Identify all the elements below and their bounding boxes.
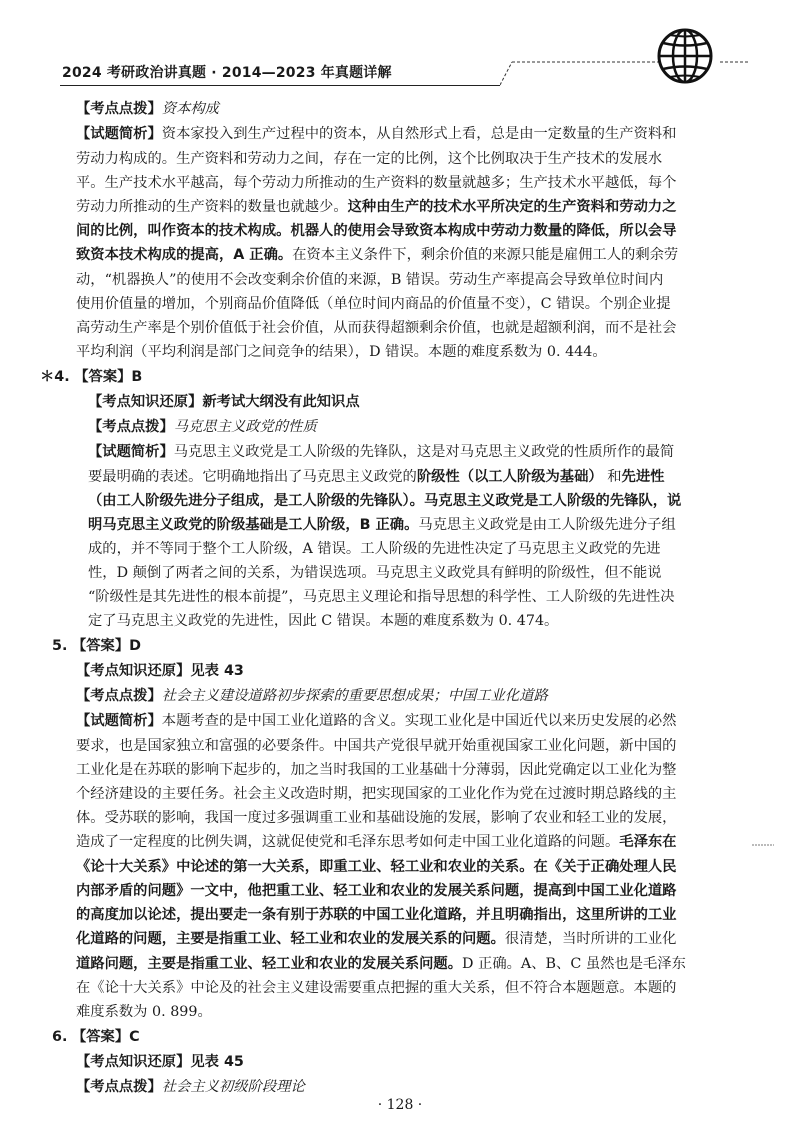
q4-zhishi-text: 新考试大纲没有此知识点 [202, 394, 360, 410]
q4-bold-segment: 明马克思主义政党的阶级基础是工人阶级，B 正确。 [88, 517, 419, 533]
q4-text-line: 马克思主义政党是工人阶级的先锋队，这是对马克思主义政党的性质所作的最简 [173, 444, 675, 460]
q4-jianxi-line [88, 442, 674, 462]
q3-kaodian-text: 资本构成 [161, 101, 219, 117]
q5-bold-segment: 道路问题，主要是指重工业、轻工业和农业的发展关系问题。 [76, 956, 463, 972]
q4-text-line [88, 515, 676, 535]
q5-bold-segment: 化道路的问题，主要是指重工业、轻工业和农业的发展关系的问题。 [76, 931, 505, 947]
q3-text-line [76, 221, 676, 241]
jianxi-tag: 【试题简析】 [88, 444, 174, 460]
q5-text-segment: D 正确。A、B、C 虽然也是毛泽东 [462, 956, 686, 972]
q6-answer: C [129, 1029, 140, 1045]
q4-text-line: 定了马克思主义政党的先进性，因此 C 错误。本题的难度系数为 0. 474。 [88, 613, 559, 629]
q6-kaodian-text: 社会主义初级阶段理论 [161, 1079, 305, 1095]
q6-kaodian-line [76, 1077, 305, 1097]
q3-bold-segment: 致资本技术构成的提高，A 正确。 [76, 247, 293, 263]
q3-bold-segment: 间的比例，叫作资本的技术构成。 [76, 223, 291, 239]
q4-bold-segment: 先进性 [621, 469, 665, 485]
q4-text-line: 成的，并不等同于整个工人阶级，A 错误。工人阶级的先进性决定了马克思主义政党的先进 [88, 541, 661, 557]
q5-bold-segment: 毛泽东在 [619, 834, 677, 850]
q3-bold-segment: 这种由生产的技术水平所决定的生产资料和劳动力之 [347, 199, 677, 215]
q5-text-line: 个经济建设的主要任务。社会主义改造时期，把实现国家的工业化作为党在过渡时期总路线的主 [76, 786, 677, 802]
globe-icon [655, 26, 715, 86]
q6-answer-line [52, 1027, 140, 1047]
kaodian-tag: 【考点点拨】 [76, 688, 162, 704]
jianxi-tag: 【试题简析】 [76, 713, 162, 729]
q4-kaodian-text: 马克思主义政党的性质 [173, 419, 317, 435]
q4-text-line [88, 491, 681, 511]
q4-text-line [88, 467, 664, 487]
q3-text-line: 使用价值量的增加，个别商品价值降低（单位时间内商品的价值量不变），C 错误。个别企业提 [76, 296, 671, 312]
page-number: · 128 · [377, 1097, 423, 1113]
q5-answer-line [52, 636, 141, 656]
q3-text-segment: 劳动力所推动的生产资料的数量也就越少。 [76, 199, 348, 215]
q5-number: 5. [52, 638, 68, 654]
q3-text-line: 动，“机器换人”的使用不会改变剩余价值的来源，B 错误。劳动生产率提高会导致单位时间内 [76, 272, 664, 288]
q5-text-line: 体。受苏联的影响，我国一度过多强调重工业和基础设施的发展，影响了农业和轻工业的发展， [76, 810, 677, 826]
q4-number: ＊4. [40, 369, 70, 385]
q4-bold-segment: 阶级性（以工人阶级为基础） [416, 469, 603, 485]
q6-number: 6. [52, 1029, 68, 1045]
q4-kaodian-line [88, 417, 317, 437]
q4-zhishi-line [88, 392, 360, 412]
q5-text-line [76, 857, 676, 877]
q3-jianxi-line [76, 124, 676, 144]
header-rule [60, 85, 500, 86]
q5-answer: D [129, 638, 141, 654]
q4-answer-line [40, 367, 142, 387]
q3-text-segment: 在资本主义条件下，剩余价值的来源只能是雇佣工人的剩余劳 [292, 247, 679, 263]
q5-text-segment: 造成了一定程度的比例失调，这就促使党和毛泽东思考如何走中国工业化道路的问题。 [76, 834, 620, 850]
q3-text-line: 平。生产技术水平越高，每个劳动力所推动的生产资料的数量就越多；生产技术水平越低，每个 [76, 175, 677, 191]
q4-answer: B [131, 369, 143, 385]
daan-tag: 【答案】 [71, 1029, 130, 1045]
q5-text-segment: 很清楚，当时所讲的工业化 [504, 931, 677, 947]
daan-tag: 【答案】 [74, 369, 132, 385]
q4-bold-segment: （由工人阶级先进分子组成，是工人阶级的先锋队）。马克思主义政党是工人阶级的先锋队，说 [88, 493, 682, 509]
kaodian-tag: 【考点点拨】 [76, 101, 162, 117]
q3-text-line [76, 197, 676, 217]
q3-text-line: 平均利润（平均利润是部门之间竞争的结果），D 错误。本题的难度系数为 0. 444。 [76, 344, 607, 360]
q3-bold-segment: 机器人的使用会导致资本构成中劳动力数量的降低，所以会导 [290, 223, 677, 239]
running-header-title: 2024 考研政治讲真题 · 2014—2023 年真题详解 [62, 65, 392, 81]
q6-zhishi-text: 见表 45 [190, 1054, 244, 1070]
q4-text-segment: 和 [607, 469, 622, 485]
kaodian-tag: 【考点点拨】 [76, 1079, 162, 1095]
q5-zhishi-text: 见表 43 [190, 663, 244, 679]
q3-text-line: 资本家投入到生产过程中的资本，从自然形式上看，总是由一定数量的生产资料和 [161, 126, 677, 142]
q6-zhishi-line [76, 1052, 244, 1072]
q4-text-segment: 马克思主义政党是由工人阶级先进分子组 [418, 517, 676, 533]
q3-text-line: 劳动力构成的。生产资料和劳动力之间，存在一定的比例，这个比例取决于生产技术的发展水 [76, 151, 663, 167]
q5-text-line: 工业化是在苏联的影响下起步的，加之当时我国的工业基础十分薄弱，因此党确定以工业化为整 [76, 762, 677, 778]
q4-text-segment: 要最明确的表述。它明确地指出了马克思主义政党的 [88, 469, 417, 485]
q5-text-line [76, 905, 676, 925]
kaodian-tag: 【考点点拨】 [88, 419, 174, 435]
q4-text-line: “阶级性是其先进性的根本前提”，马克思主义理论和指导思想的科学性、工人阶级的先进性决 [88, 589, 675, 605]
q5-text-line [76, 832, 676, 852]
q5-bold-segment: 《论十大关系》中论述的第一大关系，即重工业、轻工业和农业的关系。在《关于正确处理人民 [76, 859, 677, 875]
zhishi-tag: 【考点知识还原】 [76, 1054, 191, 1070]
q5-zhishi-line [76, 661, 244, 681]
q5-kaodian-line [76, 686, 548, 706]
q5-text-line [76, 929, 676, 949]
q5-text-line [76, 881, 676, 901]
q5-bold-segment: 内部矛盾的问题》一文中，他把重工业、轻工业和农业的发展关系问题，提高到中国工业化道路 [76, 883, 677, 899]
q4-text-line: 性，D 颠倒了两者之间的关系，为错误选项。马克思主义政党具有鲜明的阶级性，但不能说 [88, 565, 662, 581]
q5-text-line: 本题考查的是中国工业化道路的含义。实现工业化是中国近代以来历史发展的必然 [161, 713, 677, 729]
scan-speck [752, 842, 774, 848]
q3-text-line [76, 245, 678, 265]
zhishi-tag: 【考点知识还原】 [88, 394, 203, 410]
q3-kaodian-line [76, 99, 219, 119]
q5-jianxi-line [76, 711, 676, 731]
jianxi-tag: 【试题简析】 [76, 126, 162, 142]
q3-text-line: 高劳动生产率是个别价值低于社会价值，从而获得超额剩余价值，也就是超额利润，而不是社会 [76, 320, 677, 336]
q5-text-line [76, 954, 686, 974]
q5-text-line: 在《论十大关系》中论及的社会主义建设需要重点把握的重大关系，但不符合本题题意。本题的 [76, 980, 677, 996]
zhishi-tag: 【考点知识还原】 [76, 663, 191, 679]
q5-kaodian-text: 社会主义建设道路初步探索的重要思想成果；中国工业化道路 [161, 688, 548, 704]
q5-text-line: 难度系数为 0. 899。 [76, 1004, 212, 1020]
q5-bold-segment: 的高度加以论述，提出要走一条有别于苏联的中国工业化道路，并且明确指出，这里所讲的工业 [76, 907, 677, 923]
daan-tag: 【答案】 [71, 638, 130, 654]
q5-text-line: 要求，也是国家独立和富强的必要条件。中国共产党很早就开始重视国家工业化问题，新中国的 [76, 738, 677, 754]
